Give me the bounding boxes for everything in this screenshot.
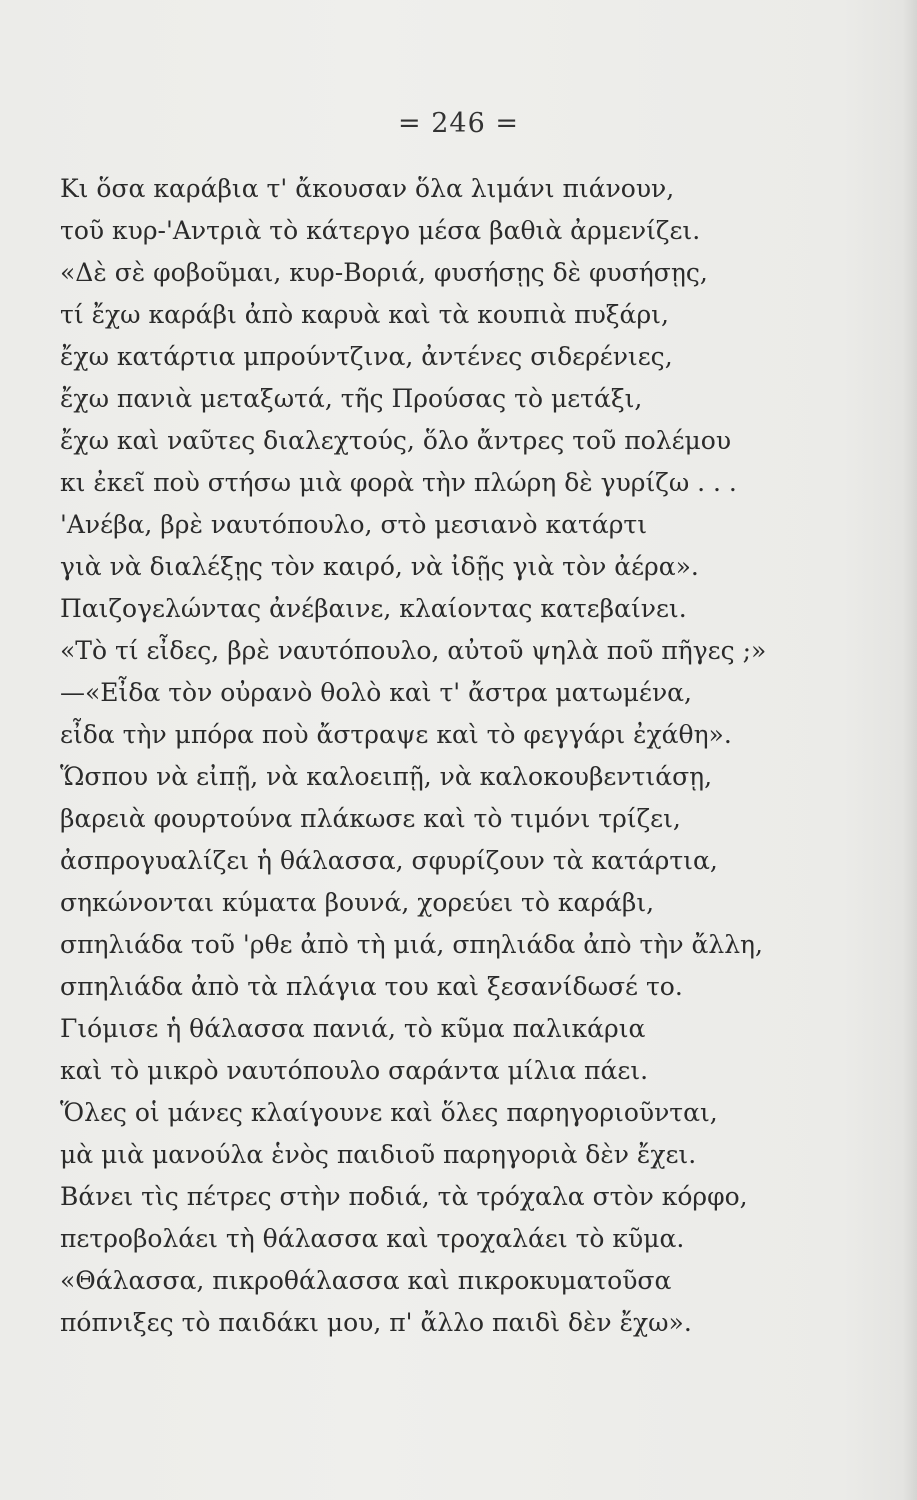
poem-line: Βάνει τὶς πέτρες στὴν ποδιά, τὰ τρόχαλα στὸν κόρφο, (60, 1182, 748, 1211)
poem-line: πόπνιξες τὸ παιδάκι μου, π' ἄλλο παιδὶ δὲν ἔχω». (60, 1308, 692, 1337)
poem-line: «Τὸ τί εἶδες, βρὲ ναυτόπουλο, αὐτοῦ ψηλὰ ποῦ πῆγες ;» (60, 636, 767, 665)
poem-line: ἔχω πανιὰ μεταξωτά, τῆς Προύσας τὸ μετάξι, (60, 384, 643, 413)
poem-line: «Δὲ σὲ φοβοῦμαι, κυρ-Βοριά, φυσήσῃς δὲ φυσήσῃς, (60, 258, 708, 287)
poem-line: Κι ὅσα καράβια τ' ἄκουσαν ὅλα λιμάνι πιάνουν, (60, 174, 675, 203)
poem-line: σπηλιάδα τοῦ 'ρθε ἀπὸ τὴ μιά, σπηλιάδα ἀπὸ τὴν ἄλλη, (60, 930, 763, 959)
poem-line: γιὰ νὰ διαλέξῃς τὸν καιρό, νὰ ἰδῇς γιὰ τὸν ἀέρα». (60, 552, 699, 581)
poem-line: ἔχω κατάρτια μπρούντζινα, ἀντένες σιδερένιες, (60, 342, 673, 371)
poem-line: ἔχω καὶ ναῦτες διαλεχτούς, ὅλο ἄντρες τοῦ πολέμου (60, 426, 732, 455)
poem-line: τί ἔχω καράβι ἀπὸ καρυὰ καὶ τὰ κουπιὰ πυξάρι, (60, 300, 669, 329)
poem-line: βαρειὰ φουρτούνα πλάκωσε καὶ τὸ τιμόνι τρίζει, (60, 804, 681, 833)
poem-line: τοῦ κυρ-'Αντριὰ τὸ κάτεργο μέσα βαθιὰ ἀρμενίζει. (60, 216, 701, 245)
poem-line: σπηλιάδα ἀπὸ τὰ πλάγια του καὶ ξεσανίδωσέ το. (60, 972, 683, 1001)
page-number: = 246 = (398, 108, 519, 139)
poem-line: ἀσπρογυαλίζει ἡ θάλασσα, σφυρίζουν τὰ κατάρτια, (60, 846, 718, 875)
poem-line: —«Εἶδα τὸν οὐρανὸ θολὸ καὶ τ' ἄστρα ματωμένα, (60, 678, 693, 707)
poem-line: Γιόμισε ἡ θάλασσα πανιά, τὸ κῦμα παλικάρια (60, 1014, 646, 1043)
poem-line: καὶ τὸ μικρὸ ναυτόπουλο σαράντα μίλια πάει. (60, 1056, 649, 1085)
poem-line: κι ἐκεῖ ποὺ στήσω μιὰ φορὰ τὴν πλώρη δὲ γυρίζω . . . (60, 468, 737, 497)
poem-text (60, 168, 860, 1344)
page-edge-shadow (903, 0, 917, 1500)
poem-line: «Θάλασσα, πικροθάλασσα καὶ πικροκυματοῦσα (60, 1266, 672, 1295)
poem-line: Παιζογελώντας ἀνέβαινε, κλαίοντας κατεβαίνει. (60, 594, 687, 623)
poem-line: σηκώνονται κύματα βουνά, χορεύει τὸ καράβι, (60, 888, 655, 917)
poem-line: 'Ανέβα, βρὲ ναυτόπουλο, στὸ μεσιανὸ κατάρτι (60, 510, 648, 539)
poem-line: εἶδα τὴν μπόρα ποὺ ἄστραψε καὶ τὸ φεγγάρι ἐχάθη». (60, 720, 732, 749)
poem-line: πετροβολάει τὴ θάλασσα καὶ τροχαλάει τὸ κῦμα. (60, 1224, 685, 1253)
poem-line: Ὥσπου νὰ εἰπῇ, νὰ καλοειπῇ, νὰ καλοκουβεντιάσῃ, (60, 762, 713, 791)
poem-line: Ὅλες οἱ μάνες κλαίγουνε καὶ ὅλες παρηγοριοῦνται, (60, 1098, 718, 1127)
poem-line: μὰ μιὰ μανούλα ἑνὸς παιδιοῦ παρηγοριὰ δὲν ἔχει. (60, 1140, 697, 1169)
